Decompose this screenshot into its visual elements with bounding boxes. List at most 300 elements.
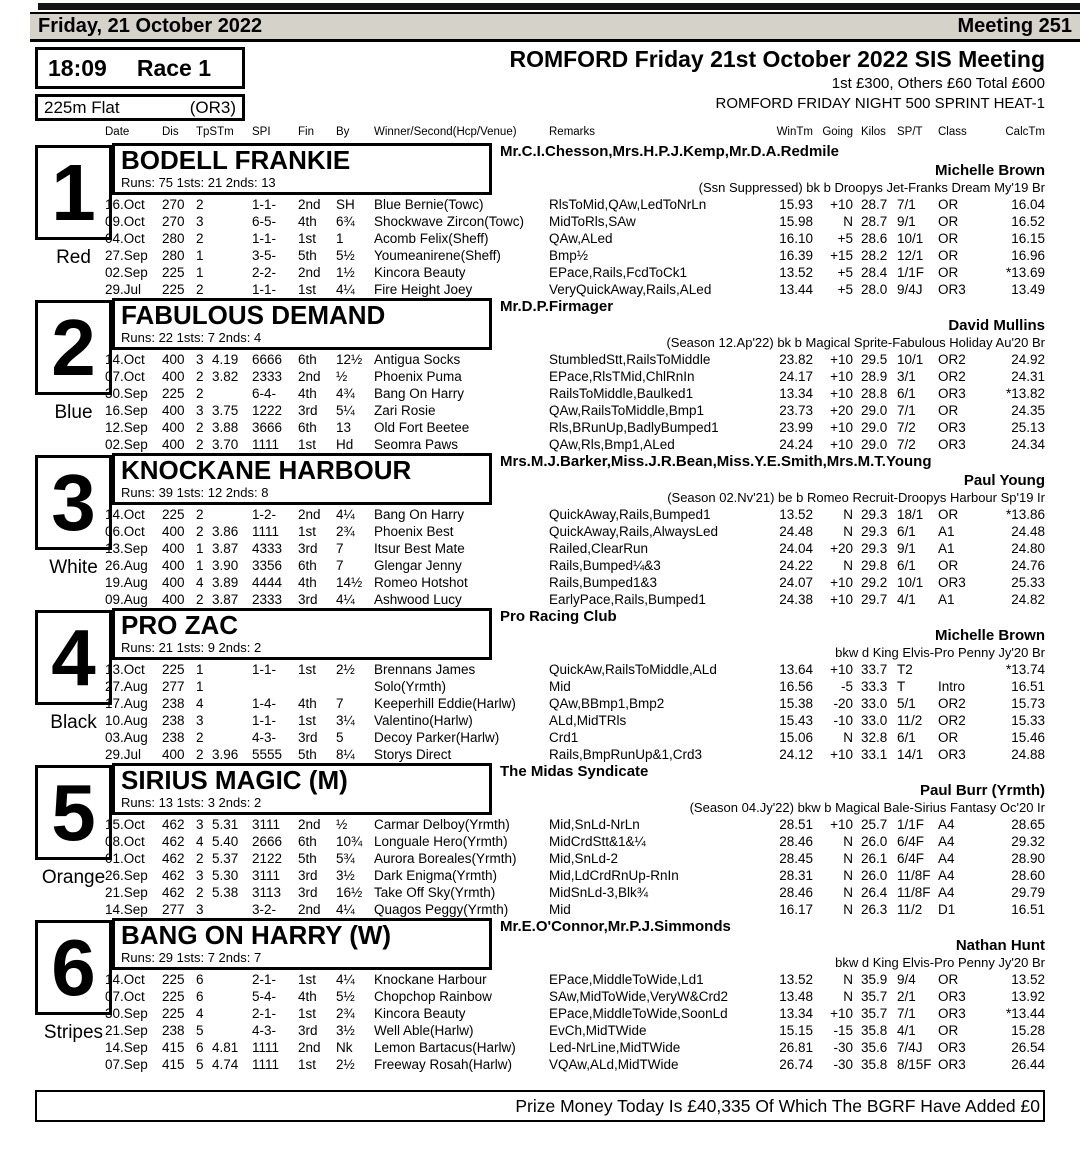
cell-calctm: 29.32 — [1011, 834, 1045, 849]
cell-sectional-time: 4.81 — [212, 1040, 239, 1055]
cell-going: +10 — [830, 197, 853, 212]
cell-date: 12.Sep — [105, 420, 148, 435]
cell-class: OR3 — [938, 989, 966, 1004]
cell-by: 4¼ — [336, 972, 355, 987]
cell-date: 21.Sep — [105, 885, 148, 900]
cell-remarks: RailsToMiddle,Baulked1 — [549, 386, 694, 401]
cell-distance: 225 — [162, 972, 185, 987]
cell-kilos: 29.7 — [861, 592, 888, 607]
cell-sectional-time: 3.75 — [212, 403, 239, 418]
cell-sp: 4/1 — [897, 1023, 916, 1038]
form-row — [105, 351, 1045, 368]
form-row — [105, 850, 1045, 867]
cell-class: OR — [938, 265, 959, 280]
cell-remarks: Mid,SnLd-NrLn — [549, 817, 640, 832]
cell-going: +10 — [830, 817, 853, 832]
trainer-name: Michelle Brown — [934, 627, 1045, 644]
cell-wintm: 16.10 — [779, 231, 813, 246]
cell-remarks: QuickAway,Rails,Bumped1 — [549, 507, 711, 522]
cell-spi: 5-4- — [252, 989, 277, 1004]
form-row — [105, 884, 1045, 901]
cell-kilos: 28.9 — [861, 369, 888, 384]
cell-remarks: Rls,BRunUp,BadlyBumped1 — [549, 420, 719, 435]
cell-kilos: 26.4 — [861, 885, 888, 900]
cell-spi: 2-1- — [252, 972, 277, 987]
form-row — [105, 661, 1045, 678]
cell-winner-second: Storys Direct — [374, 747, 452, 762]
cell-sp: 6/4F — [897, 851, 925, 866]
cell-trap: 4 — [196, 696, 204, 711]
cell-date: 06.Oct — [105, 524, 145, 539]
cell-going: N — [843, 524, 853, 539]
cell-date: 16.Sep — [105, 403, 148, 418]
cell-date: 19.Aug — [105, 575, 148, 590]
cell-by: 1½ — [336, 265, 355, 280]
cell-date: 30.Sep — [105, 1006, 148, 1021]
trap-section — [35, 918, 1045, 1073]
cell-kilos: 29.0 — [861, 437, 888, 452]
race-grade: (OR3) — [189, 97, 236, 117]
cell-remarks: VQAw,ALd,MidTWide — [549, 1057, 679, 1072]
cell-calctm: 15.73 — [1011, 696, 1045, 711]
cell-calctm: 15.33 — [1011, 713, 1045, 728]
cell-winner-second: Dark Enigma(Yrmth) — [374, 868, 498, 883]
cell-by: 10¾ — [336, 834, 363, 849]
cell-distance: 225 — [162, 265, 185, 280]
cell-sectional-time: 4.19 — [212, 352, 239, 367]
cell-sp: 10/1 — [897, 352, 924, 367]
trap-number-box — [35, 455, 112, 550]
cell-sectional-time — [212, 196, 252, 213]
cell-trap: 2 — [196, 592, 204, 607]
cell-winner-second: Seomra Paws — [374, 437, 459, 452]
cell-kilos: 29.3 — [861, 507, 888, 522]
cell-finish: 1st — [298, 437, 317, 452]
date-bar — [30, 12, 1080, 42]
cell-remarks: EPace,Rails,FcdToCk1 — [549, 265, 688, 280]
col-remarks: Remarks — [549, 126, 596, 138]
cell-distance: 462 — [162, 851, 185, 866]
cell-wintm: 13.64 — [779, 662, 813, 677]
cell-finish: 1st — [298, 282, 317, 297]
cell-winner-second: Romeo Hotshot — [374, 575, 468, 590]
cell-remarks: SAw,MidToWide,VeryW&Crd2 — [549, 989, 729, 1004]
cell-sp: 11/8F — [897, 868, 931, 883]
form-row — [105, 368, 1045, 385]
cell-sp: 7/2 — [897, 420, 916, 435]
cell-calctm: 28.90 — [1011, 851, 1045, 866]
cell-trap: 6 — [196, 972, 204, 987]
cell-trap: 2 — [196, 231, 204, 246]
form-row — [105, 506, 1045, 523]
breeding-line: bkw d King Elvis-Pro Penny Jy'20 Br — [835, 955, 1045, 970]
cell-by: 4¼ — [336, 282, 355, 297]
trap-number: 4 — [51, 612, 96, 702]
cell-going: +10 — [830, 420, 853, 435]
cell-distance: 225 — [162, 282, 185, 297]
cell-date: 10.Aug — [105, 713, 148, 728]
greyhound-name: FABULOUS DEMAND — [121, 300, 386, 330]
cell-finish: 5th — [298, 248, 317, 263]
race-distance-box — [35, 94, 245, 121]
cell-trap: 2 — [196, 282, 204, 297]
cell-winner-second: Aurora Boreales(Yrmth) — [374, 851, 517, 866]
cell-winner-second: Youmeanirene(Sheff) — [374, 248, 501, 263]
cell-trap: 2 — [196, 507, 204, 522]
cell-sp: 6/4F — [897, 834, 925, 849]
cell-class: OR3 — [938, 282, 966, 297]
cell-distance: 225 — [162, 989, 185, 1004]
cell-sp: 11/2 — [897, 713, 923, 728]
cell-date: 14.Sep — [105, 1040, 148, 1055]
cell-spi: 6666 — [252, 352, 283, 367]
cell-distance: 280 — [162, 248, 185, 263]
cell-sectional-time — [212, 281, 252, 298]
form-row — [105, 1056, 1045, 1073]
cell-trap: 2 — [196, 386, 204, 401]
cell-calctm: 16.51 — [1011, 902, 1045, 917]
cell-trap: 2 — [196, 730, 204, 745]
cell-spi — [252, 678, 298, 695]
cell-winner-second: Well Able(Harlw) — [374, 1023, 474, 1038]
cell-remarks: Rails,BmpRunUp&1,Crd3 — [549, 747, 703, 762]
cell-class: OR — [938, 248, 959, 263]
form-row — [105, 523, 1045, 540]
form-row — [105, 230, 1045, 247]
cell-kilos: 28.6 — [861, 231, 888, 246]
cell-by: 13 — [336, 420, 352, 435]
form-row — [105, 557, 1045, 574]
form-rows — [105, 506, 1045, 608]
meeting-title: ROMFORD Friday 21st October 2022 SIS Meeting — [509, 46, 1045, 72]
cell-by: Nk — [336, 1040, 353, 1055]
trap-color-label: Black — [50, 712, 97, 733]
cell-sp: 11/2 — [897, 902, 923, 917]
cell-calctm: 26.54 — [1011, 1040, 1045, 1055]
cell-winner-second: Antigua Socks — [374, 352, 461, 367]
cell-winner-second: Quagos Peggy(Yrmth) — [374, 902, 509, 917]
cell-trap: 5 — [196, 1057, 204, 1072]
cell-calctm: 16.51 — [1011, 679, 1045, 694]
runs-record: Runs: 21 1sts: 9 2nds: 2 — [121, 640, 262, 655]
cell-wintm: 28.51 — [779, 817, 813, 832]
cell-trap: 6 — [196, 1040, 204, 1055]
cell-by: 1 — [336, 231, 344, 246]
cell-by: 2½ — [336, 662, 355, 677]
cell-spi: 3666 — [252, 420, 283, 435]
greyhound-name-box — [112, 608, 492, 660]
cell-class: OR — [938, 1023, 959, 1038]
cell-finish: 2nd — [298, 1040, 321, 1055]
cell-wintm: 23.73 — [779, 403, 813, 418]
breeding-line: (Season 12.Ap'22) bk b Magical Sprite-Fabulous Holiday Au'20 Br — [666, 335, 1045, 350]
cell-distance: 400 — [162, 403, 185, 418]
cell-spi: 2666 — [252, 834, 283, 849]
cell-distance: 400 — [162, 369, 185, 384]
form-row — [105, 729, 1045, 746]
cell-wintm: 28.45 — [779, 851, 813, 866]
cell-wintm: 13.52 — [779, 265, 813, 280]
cell-finish: 4th — [298, 696, 317, 711]
cell-going: -30 — [833, 1040, 853, 1055]
cell-sectional-time — [212, 712, 252, 729]
cell-finish: 1st — [298, 713, 317, 728]
trap-number-box — [35, 145, 112, 240]
cell-spi: 6-5- — [252, 214, 277, 229]
form-row — [105, 264, 1045, 281]
cell-trap: 4 — [196, 1006, 204, 1021]
form-rows — [105, 971, 1045, 1073]
cell-sp: 6/1 — [897, 386, 916, 401]
cell-remarks: Crd1 — [549, 730, 579, 745]
cell-sp: 6/1 — [897, 730, 916, 745]
cell-trap: 1 — [196, 248, 204, 263]
cell-winner-second: Kincora Beauty — [374, 265, 466, 280]
cell-winner-second: Keeperhill Eddie(Harlw) — [374, 696, 516, 711]
cell-going: +5 — [837, 282, 853, 297]
cell-remarks: ALd,MidTRls — [549, 713, 627, 728]
cell-by: 2½ — [336, 1057, 355, 1072]
cell-going: -15 — [833, 1023, 853, 1038]
form-row — [105, 816, 1045, 833]
cell-going: N — [843, 851, 853, 866]
cell-trap: 3 — [196, 403, 204, 418]
cell-date: 26.Sep — [105, 868, 148, 883]
cell-finish: 3rd — [298, 730, 318, 745]
cell-spi: 1-1- — [252, 282, 277, 297]
cell-winner-second: Knockane Harbour — [374, 972, 487, 987]
cell-winner-second: Fire Height Joey — [374, 282, 473, 297]
cell-sectional-time — [212, 213, 252, 230]
cell-trap: 3 — [196, 352, 204, 367]
form-row — [105, 540, 1045, 557]
cell-calctm: *13.44 — [1005, 1006, 1045, 1021]
cell-finish: 3rd — [298, 885, 318, 900]
cell-by: 4¼ — [336, 507, 355, 522]
trap-sections — [35, 143, 1045, 1073]
cell-kilos: 33.0 — [861, 696, 888, 711]
cell-going: +5 — [837, 265, 853, 280]
cell-finish — [298, 678, 336, 695]
cell-sectional-time: 3.86 — [212, 524, 239, 539]
cell-sp: 9/1 — [897, 214, 916, 229]
cell-winner-second: Valentino(Harlw) — [374, 713, 473, 728]
cell-going: N — [843, 972, 853, 987]
cell-going: -30 — [833, 1057, 853, 1072]
cell-sectional-time — [212, 661, 252, 678]
form-row — [105, 833, 1045, 850]
cell-class: OR — [938, 730, 959, 745]
form-row — [105, 971, 1045, 988]
owner-names: Pro Racing Club — [500, 608, 617, 625]
cell-date: 14.Sep — [105, 902, 148, 917]
form-row — [105, 1022, 1045, 1039]
cell-date: 14.Oct — [105, 507, 145, 522]
form-row — [105, 988, 1045, 1005]
cell-finish: 4th — [298, 386, 317, 401]
form-row — [105, 746, 1045, 763]
cell-spi: 3113 — [252, 885, 282, 900]
cell-kilos: 29.0 — [861, 403, 888, 418]
cell-winner-second: Phoenix Best — [374, 524, 454, 539]
cell-kilos: 26.0 — [861, 868, 888, 883]
form-row — [105, 436, 1045, 453]
greyhound-name: PRO ZAC — [121, 610, 238, 640]
cell-winner-second: Bang On Harry — [374, 386, 465, 401]
cell-distance: 270 — [162, 197, 185, 212]
cell-kilos: 29.3 — [861, 541, 888, 556]
cell-kilos: 28.2 — [861, 248, 888, 263]
cell-trap: 1 — [196, 265, 204, 280]
cell-trap: 3 — [196, 214, 204, 229]
form-row — [105, 678, 1045, 695]
cell-by: 5½ — [336, 989, 355, 1004]
cell-finish: 3rd — [298, 403, 318, 418]
cell-kilos: 35.7 — [861, 1006, 888, 1021]
cell-wintm: 15.15 — [779, 1023, 813, 1038]
cell-winner-second: Blue Bernie(Towc) — [374, 197, 484, 212]
cell-wintm: 28.46 — [779, 885, 813, 900]
cell-spi: 3111 — [252, 868, 281, 883]
cell-by: 2¾ — [336, 524, 355, 539]
cell-wintm: 13.34 — [779, 1006, 813, 1021]
cell-wintm: 24.17 — [779, 369, 813, 384]
cell-sectional-time — [212, 901, 252, 918]
cell-finish: 2nd — [298, 902, 321, 917]
cell-spi: 1111 — [252, 1040, 280, 1055]
cell-sp: 7/1 — [897, 403, 916, 418]
cell-class: D1 — [938, 902, 956, 917]
cell-wintm: 28.46 — [779, 834, 813, 849]
greyhound-name: KNOCKANE HARBOUR — [121, 455, 412, 485]
cell-calctm: 24.88 — [1011, 747, 1045, 762]
top-black-strip — [38, 3, 1080, 10]
cell-sp: 10/1 — [897, 575, 924, 590]
cell-sectional-time: 3.87 — [212, 541, 239, 556]
cell-by: 16½ — [336, 885, 363, 900]
cell-going: +10 — [830, 352, 853, 367]
cell-going: +10 — [830, 437, 853, 452]
cell-finish: 2nd — [298, 197, 321, 212]
cell-by: 8¼ — [336, 747, 355, 762]
cell-distance: 400 — [162, 437, 185, 452]
col-calctm: CalcTm — [1005, 126, 1045, 138]
cell-remarks: Railed,ClearRun — [549, 541, 649, 556]
trap-number: 5 — [51, 767, 96, 857]
cell-wintm: 13.48 — [779, 989, 813, 1004]
race-time-box — [35, 47, 245, 89]
cell-spi: 2333 — [252, 369, 283, 384]
cell-class: A1 — [938, 592, 955, 607]
cell-sp: 1/1F — [897, 817, 925, 832]
cell-date: 27.Sep — [105, 248, 148, 263]
cell-trap: 2 — [196, 747, 204, 762]
cell-spi: 3356 — [252, 558, 283, 573]
cell-winner-second: Solo(Yrmth) — [374, 679, 447, 694]
cell-class: OR3 — [938, 1057, 966, 1072]
cell-date: 26.Aug — [105, 558, 148, 573]
race-info-boxes — [35, 47, 245, 121]
cell-remarks: Mid — [549, 902, 571, 917]
cell-spi: 4333 — [252, 541, 283, 556]
cell-wintm: 16.56 — [779, 679, 813, 694]
cell-by: 4¼ — [336, 902, 355, 917]
owner-names: Mr.C.I.Chesson,Mrs.H.P.J.Kemp,Mr.D.A.Redmile — [500, 143, 839, 160]
cell-sp: 9/4 — [897, 972, 916, 987]
cell-date: 07.Oct — [105, 989, 145, 1004]
cell-trap: 4 — [196, 575, 204, 590]
cell-finish: 3rd — [298, 592, 318, 607]
cell-date: 16.Oct — [105, 197, 145, 212]
cell-calctm: 24.34 — [1011, 437, 1045, 452]
cell-calctm: *13.86 — [1005, 507, 1045, 522]
cell-distance: 400 — [162, 420, 185, 435]
cell-class: OR2 — [938, 713, 966, 728]
cell-sp: 5/1 — [897, 696, 916, 711]
cell-wintm: 23.99 — [779, 420, 813, 435]
cell-calctm: 13.52 — [1011, 972, 1045, 987]
cell-wintm: 13.44 — [779, 282, 813, 297]
cell-trap: 3 — [196, 902, 204, 917]
cell-going: +10 — [830, 1006, 853, 1021]
cell-finish: 3rd — [298, 541, 318, 556]
cell-sp: T — [897, 679, 906, 694]
col-kilos: Kilos — [861, 126, 886, 138]
cell-class: A4 — [938, 868, 955, 883]
cell-kilos: 29.3 — [861, 524, 888, 539]
cell-sectional-time: 3.90 — [212, 558, 239, 573]
cell-kilos: 28.7 — [861, 214, 888, 229]
cell-kilos: 33.0 — [861, 713, 888, 728]
cell-winner-second: Carmar Delboy(Yrmth) — [374, 817, 510, 832]
cell-going: -5 — [840, 679, 853, 694]
greyhound-name: BODELL FRANKIE — [121, 145, 351, 175]
cell-wintm: 24.22 — [779, 558, 813, 573]
cell-wintm: 16.39 — [779, 248, 813, 263]
col-class: Class — [938, 126, 967, 138]
cell-spi: 2333 — [252, 592, 283, 607]
cell-calctm: 24.48 — [1011, 524, 1045, 539]
cell-distance: 225 — [162, 662, 185, 677]
cell-calctm: 24.82 — [1011, 592, 1045, 607]
cell-class: Intro — [938, 679, 966, 694]
cell-sp: 7/2 — [897, 437, 916, 452]
greyhound-name-box — [112, 298, 492, 350]
cell-remarks: EvCh,MidTWide — [549, 1023, 647, 1038]
cell-kilos: 35.8 — [861, 1023, 888, 1038]
cell-wintm: 23.82 — [779, 352, 813, 367]
cell-date: 02.Sep — [105, 437, 148, 452]
cell-trap: 1 — [196, 679, 204, 694]
cell-calctm: 15.46 — [1011, 730, 1045, 745]
greyhound-name: SIRIUS MAGIC (M) — [121, 765, 348, 795]
cell-by: 3¼ — [336, 713, 355, 728]
cell-distance: 225 — [162, 507, 185, 522]
cell-calctm: 28.65 — [1011, 817, 1045, 832]
cell-finish: 4th — [298, 214, 317, 229]
meeting-number: Meeting 251 — [957, 15, 1072, 37]
cell-winner-second: Bang On Harry — [374, 507, 465, 522]
cell-sectional-time: 5.40 — [212, 834, 239, 849]
cell-wintm: 15.98 — [779, 214, 813, 229]
cell-remarks: MidToRls,SAw — [549, 214, 636, 229]
form-row — [105, 591, 1045, 608]
cell-sectional-time: 5.38 — [212, 885, 239, 900]
cell-winner-second: Phoenix Puma — [374, 369, 462, 384]
form-row — [105, 695, 1045, 712]
cell-sectional-time — [212, 264, 252, 281]
race-name: ROMFORD FRIDAY NIGHT 500 SPRINT HEAT-1 — [715, 95, 1045, 112]
